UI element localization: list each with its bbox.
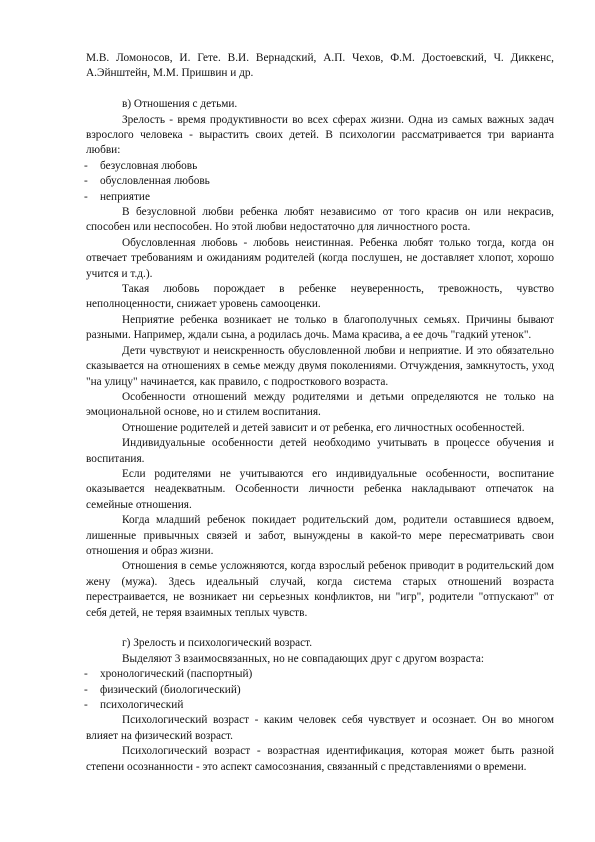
section-g-paragraph: Психологический возраст - каким человек себя чувствует и осознает. Он во многом влияет на физический возраст. xyxy=(86,714,554,742)
section-v-paragraph: Если родителями не учитываются его индивидуальные особенности, воспитание оказывается неадекватным. Особенности личности ребенка накладывают отпечаток на семейные отношения. xyxy=(86,467,554,511)
spacer xyxy=(86,621,554,636)
section-v-heading: в) Отношения с детьми. xyxy=(122,98,238,111)
list-item-text: хронологический (паспортный) xyxy=(100,668,253,681)
document-page xyxy=(86,51,554,775)
list-item-text: физический (биологический) xyxy=(100,683,241,696)
intro-line: М.В. Ломоносов, И. Гете. В.И. Вернадский, А.П. Чехов, Ф.М. Достоевский, Ч. Диккенс, А.Эйнштейн, М.М. Пришвин и др. xyxy=(86,52,554,80)
section-g-heading: г) Зрелость и психологический возраст. xyxy=(122,637,313,650)
spacer xyxy=(86,82,554,97)
section-v-paragraph: Когда младший ребенок покидает родительский дом, родители оставшиеся вдвоем, лишенные привычных связей и забот, вынуждены в какой-то мере пересматривать свои отношения и образ жизни. xyxy=(86,514,554,557)
bullet-dash: - xyxy=(84,175,88,188)
list-item xyxy=(86,159,554,174)
love-types-list xyxy=(86,159,554,205)
bullet-dash: - xyxy=(84,699,88,712)
list-item xyxy=(86,667,554,682)
list-item xyxy=(86,698,554,713)
bullet-dash: - xyxy=(84,159,88,172)
bullet-dash: - xyxy=(84,683,88,696)
list-item xyxy=(86,190,554,205)
bullet-dash: - xyxy=(84,190,88,203)
section-v-paragraph: Такая любовь порождает в ребенке неуверенность, тревожность, чувство неполноценности, снижает уровень самооценки. xyxy=(86,283,554,311)
list-item-text: психологический xyxy=(100,699,184,712)
section-v-paragraph: Отношения в семье усложняются, когда взрослый ребенок приводит в родительский дом жену (мужа). Здесь идеальный случай, когда система старых отношений возраста перестраивается, не возникает ни серьезных конфликтов, ни "игр", родители "отпускают" от себя детей, не теряя взаимных теплых чувств. xyxy=(86,560,554,619)
section-v-paragraph: Неприятие ребенка возникает не только в благополучных семьях. Причины бывают разными. Например, ждали сына, а родилась дочь. Мама красива, а ее дочь "гадкий утенок". xyxy=(86,313,554,342)
section-v-paragraph: Зрелость - время продуктивности во всех сферах жизни. Одна из самых важных задач взрослого человека - вырастить своих детей. В психологии рассматривается три варианта любви: xyxy=(86,113,554,157)
section-v-paragraph: В безусловной любви ребенка любят независимо от того красив он или некрасив, способен или неспособен. Но этой любви недостаточно для личностного роста. xyxy=(86,206,554,234)
age-types-list xyxy=(86,667,554,713)
section-v-paragraph: Обусловленная любовь - любовь неистинная. Ребенка любят только тогда, когда он отвечает требованиям и ожиданиям родителей (когда послушен, не доставляет хлопот, хорошо учится и т.д.). xyxy=(86,236,554,280)
section-g-paragraph: Выделяют 3 взаимосвязанных, но не совпадающих друг с другом возраста: xyxy=(122,652,485,665)
section-g-paragraph: Психологический возраст - возрастная идентификация, которая может быть разной степени осознанности - это аспект самосознания, связанный с представлениями о времени. xyxy=(86,745,554,773)
list-item-text: безусловная любовь xyxy=(100,159,198,172)
list-item-text: неприятие xyxy=(100,190,150,203)
section-v-paragraph: Отношение родителей и детей зависит и от ребенка, его личностных особенностей. xyxy=(122,421,525,434)
bullet-dash: - xyxy=(84,668,88,681)
section-v-paragraph: Дети чувствуют и неискренность обусловленной любви и неприятие. И это обязательно сказывается на отношениях в семье между двумя поколениями. Отчуждения, замкнутость, уход "на улицу" начинается, как правило, с подросткового возраста. xyxy=(86,344,554,388)
list-item xyxy=(86,683,554,698)
section-v-paragraph: Индивидуальные особенности детей необходимо учитывать в процессе обучения и воспитания. xyxy=(86,437,554,465)
list-item xyxy=(86,174,554,189)
list-item-text: обусловленная любовь xyxy=(100,175,210,188)
section-v-paragraph: Особенности отношений между родителями и детьми определяются не только на эмоциональной основе, но и стилем воспитания. xyxy=(86,390,554,419)
